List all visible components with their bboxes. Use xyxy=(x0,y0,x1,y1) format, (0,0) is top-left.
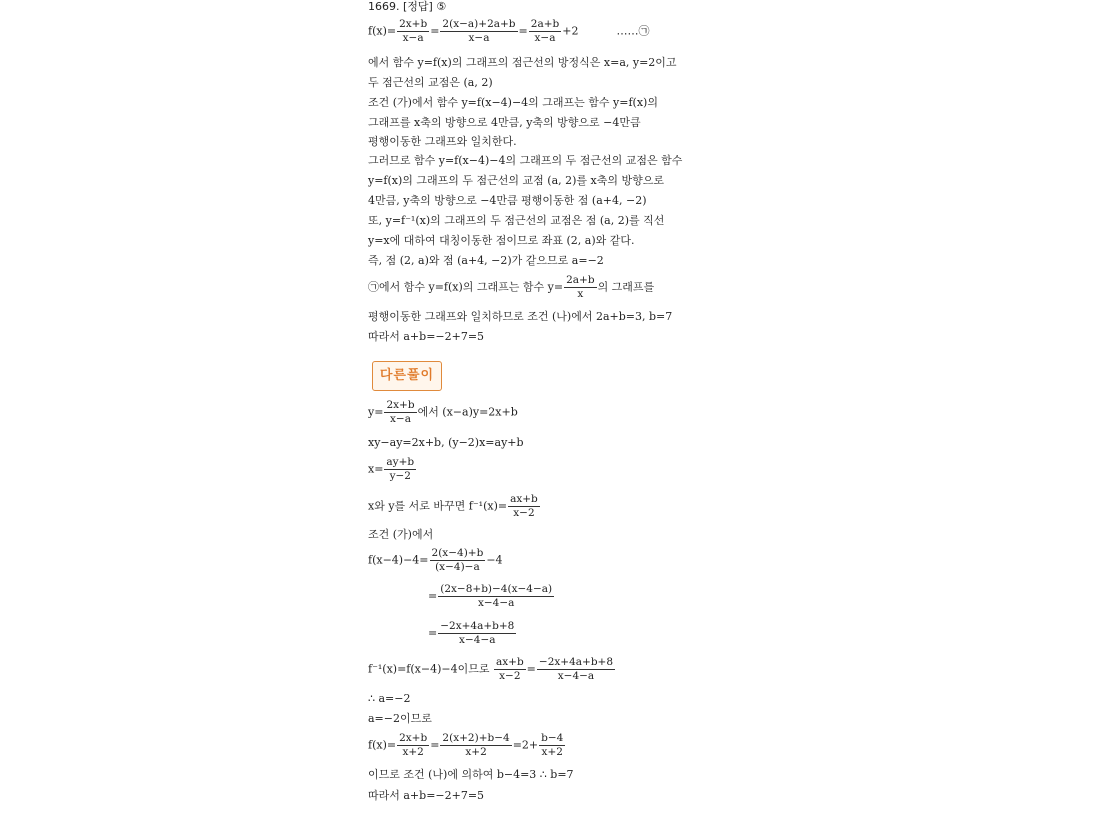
alt-line: y= $\frac{2x+b}{x-a}$ 에서 (x−a)y=2x+b xyxy=(368,399,518,425)
equation-marker: ……㉠ xyxy=(616,24,650,38)
fraction: $\frac{2a+b}{x-a}$ xyxy=(530,18,560,44)
text-line: ㉠에서 함수 y=f(x)의 그래프는 함수 y= $\frac{2a+b}{x}$ 의 그래프를 xyxy=(368,274,655,300)
alt-line: 이므로 조건 (나)에 의하여 b−4=3 ∴ b=7 xyxy=(368,768,574,781)
fraction: $\frac{2(x-a)+2a+b}{x-a}$ xyxy=(442,18,516,44)
eq-text: f(x)= xyxy=(368,24,397,38)
text-line: y=f(x)의 그래프의 두 점근선의 교점 (a, 2)를 x축의 방향으로 xyxy=(368,174,664,187)
alt-line: 조건 (가)에서 xyxy=(368,528,434,541)
text-line: 또, y=f⁻¹(x)의 그래프의 두 점근선의 교점은 점 (a, 2)를 직선 xyxy=(368,214,665,227)
fraction: $\frac{2x+b}{x-a}$ xyxy=(399,18,428,44)
alt-line: ∴ a=−2 xyxy=(368,692,411,705)
alt-line: f⁻¹(x)=f(x−4)−4이므로 $\frac{ax+b}{x-2}$ = $\frac{-2x+4a+b+8}{x-4-a}$ xyxy=(368,656,614,682)
alt-line: f(x)= $\frac{2x+b}{x+2}$ = $\frac{2(x+2)+b-4}{x+2}$ =2+ $\frac{b-4}{x+2}$ xyxy=(368,732,564,758)
text-line: 에서 함수 y=f(x)의 그래프의 점근선의 방정식은 x=a, y=2이고 xyxy=(368,56,677,69)
alternative-solution-badge: 다른풀이 xyxy=(372,361,442,391)
text-line: 평행이동한 그래프와 일치한다. xyxy=(368,135,517,148)
text-line: 조건 (가)에서 함수 y=f(x−4)−4의 그래프는 함수 y=f(x)의 xyxy=(368,96,658,109)
alt-line: f(x−4)−4= $\frac{2(x-4)+b}{(x-4)-a}$ −4 xyxy=(368,547,503,573)
equation-f: f(x)= $\frac{2x+b}{x-a}$ = $\frac{2(x-a)+2a+b}{x-a}$ = $\frac{2a+b}{x-a}$ +2 ……㉠ xyxy=(368,18,650,44)
alt-line: x와 y를 서로 바꾸면 f⁻¹(x)= $\frac{ax+b}{x-2}$ xyxy=(368,493,538,519)
conclusion-line: 따라서 a+b=−2+7=5 xyxy=(368,330,485,343)
alt-line: xy−ay=2x+b, (y−2)x=ay+b xyxy=(368,436,524,449)
alt-line: = $\frac{-2x+4a+b+8}{x-4-a}$ xyxy=(428,620,515,646)
problem-header: 1669. [정답] ⑤ xyxy=(368,0,447,13)
alt-line: x= $\frac{ay+b}{y-2}$ xyxy=(368,456,415,482)
text-line: 그래프를 x축의 방향으로 4만큼, y축의 방향으로 −4만큼 xyxy=(368,116,641,129)
text-line: 평행이동한 그래프와 일치하므로 조건 (나)에서 2a+b=3, b=7 xyxy=(368,310,673,323)
alt-conclusion-line: 따라서 a+b=−2+7=5 xyxy=(368,789,485,802)
alt-line: = $\frac{(2x-8+b)-4(x-4-a)}{x-4-a}$ xyxy=(428,583,553,609)
text-line: 4만큼, y축의 방향으로 −4만큼 평행이동한 점 (a+4, −2) xyxy=(368,194,647,207)
text-line: y=x에 대하여 대칭이동한 점이므로 좌표 (2, a)와 같다. xyxy=(368,234,635,247)
text-line: 즉, 점 (2, a)와 점 (a+4, −2)가 같으므로 a=−2 xyxy=(368,254,604,267)
solution-page xyxy=(368,0,728,819)
text-line: 그러므로 함수 y=f(x−4)−4의 그래프의 두 점근선의 교점은 함수 xyxy=(368,154,683,167)
text-line: 두 점근선의 교점은 (a, 2) xyxy=(368,76,493,89)
alt-line: a=−2이므로 xyxy=(368,712,432,725)
